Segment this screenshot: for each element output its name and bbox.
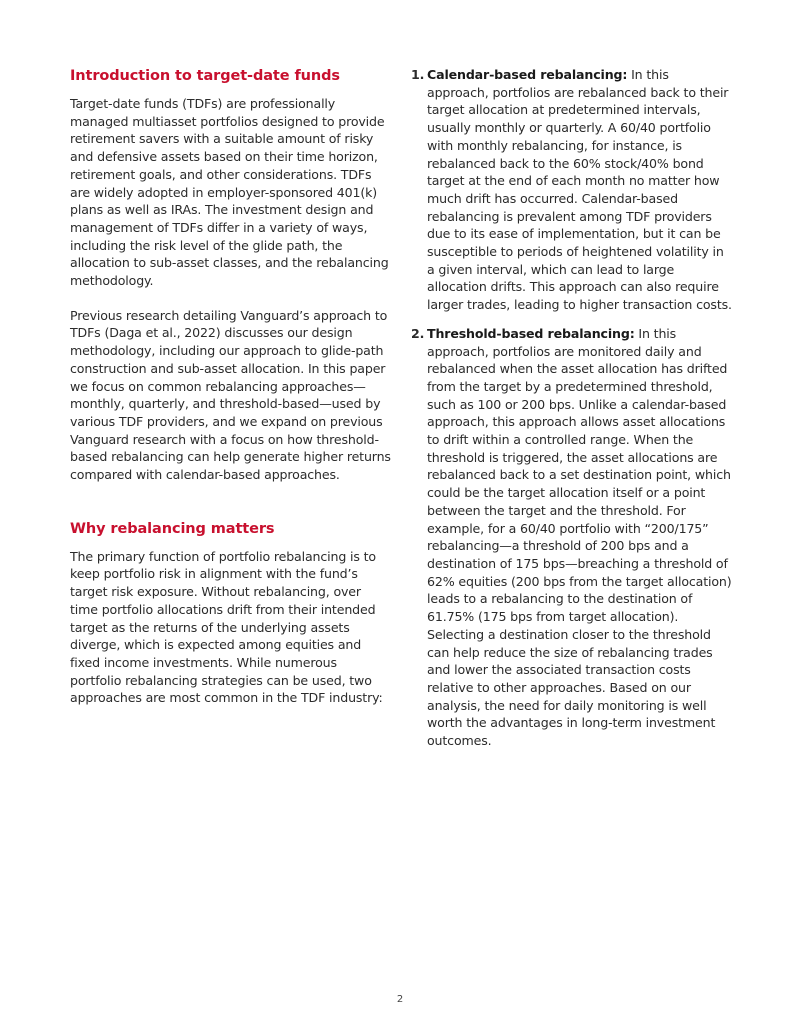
- list-item-number: 1.: [411, 67, 425, 82]
- intro-paragraph-2: Previous research detailing Vanguard’s approach to TDFs (Daga et al., 2022) discusses our design methodology, including our approach to glide-path construction and sub-asset allocation. In this paper we focus on common rebalancing approaches—monthly, quarterly, and threshold-based—used by various TDF providers, and we expand on previous Vanguard research with a focus on how threshold-based rebalancing can help generate higher returns compared with calendar-based approaches.: [70, 307, 391, 483]
- right-column: [411, 66, 733, 761]
- list-item-lead: Calendar-based rebalancing:: [427, 67, 628, 82]
- intro-paragraph-1: Target-date funds (TDFs) are professionally managed multiasset portfolios designed to provide retirement savers with a suitable amount of risky and defensive assets based on their time horizon, retirement goals, and other considerations. TDFs are widely adopted in employer-sponsored 401(k) plans as well as IRAs. The investment design and management of TDFs differ in a variety of ways, including the risk level of the glide path, the allocation to sub-asset classes, and the rebalancing methodology.: [70, 96, 389, 289]
- list-item-text: In this approach, portfolios are monitored daily and rebalanced when the asset allocation has drifted from the target by a predetermined threshold, such as 100 or 200 bps. Unlike a calendar-based approach, this approach allows asset allocations to drift within a controlled range. When the threshold is triggered, the asset allocations are rebalanced back to a set destination point, which could be the target allocation itself or a point between the target and the threshold. For example, for a 60/40 portfolio with “200/175” rebalancing—a threshold of 200 bps and a destination of 175 bps—breaching a threshold of 62% equities (200 bps from the target allocation) leads to a rebalancing to the destination of 61.75% (175 bps from target allocation). Selecting a destination closer to the threshold can help reduce the size of rebalancing trades and lower the associated transaction costs relative to other approaches. Based on our analysis, the need for daily monitoring is well worth the advantages in long-term investment outcomes.: [427, 325, 732, 749]
- list-item-number: 2.: [411, 325, 425, 341]
- section-spacer: [70, 484, 392, 519]
- page-number: 2: [396, 994, 404, 1005]
- list-item-threshold-based: [411, 325, 733, 750]
- list-item-calendar-based: [411, 66, 733, 314]
- why-heading: Why rebalancing matters: [70, 520, 275, 537]
- list-item-lead: Threshold-based rebalancing:: [427, 325, 635, 341]
- rebalancing-approaches-list: [411, 66, 733, 750]
- list-item-text: In this approach, portfolios are rebalanced back to their target allocation at predetermined intervals, usually monthly or quarterly. A 60/40 portfolio with monthly rebalancing, for instance, is rebalanced back to the 60% stock/40% bond target at the end of each month no matter how much drift has occurred. Calendar-based rebalancing is prevalent among TDF providers due to its ease of implementation, but it can be susceptible to periods of heightened volatility in a given interval, which can lead to large allocation drifts. This approach can also require larger trades, leading to higher transaction costs.: [427, 67, 732, 313]
- why-paragraph-1: The primary function of portfolio rebalancing is to keep portfolio risk in alignment with the fund’s target risk exposure. Without rebalancing, over time portfolio allocations drift from their intended target as the returns of the underlying assets diverge, which is expected among equities and fixed income investments. While numerous portfolio rebalancing strategies can be used, two approaches are most common in the TDF industry:: [70, 548, 383, 706]
- left-column: [70, 66, 392, 707]
- intro-heading: Introduction to target-date funds: [70, 68, 340, 84]
- paragraph-spacer: [70, 290, 392, 307]
